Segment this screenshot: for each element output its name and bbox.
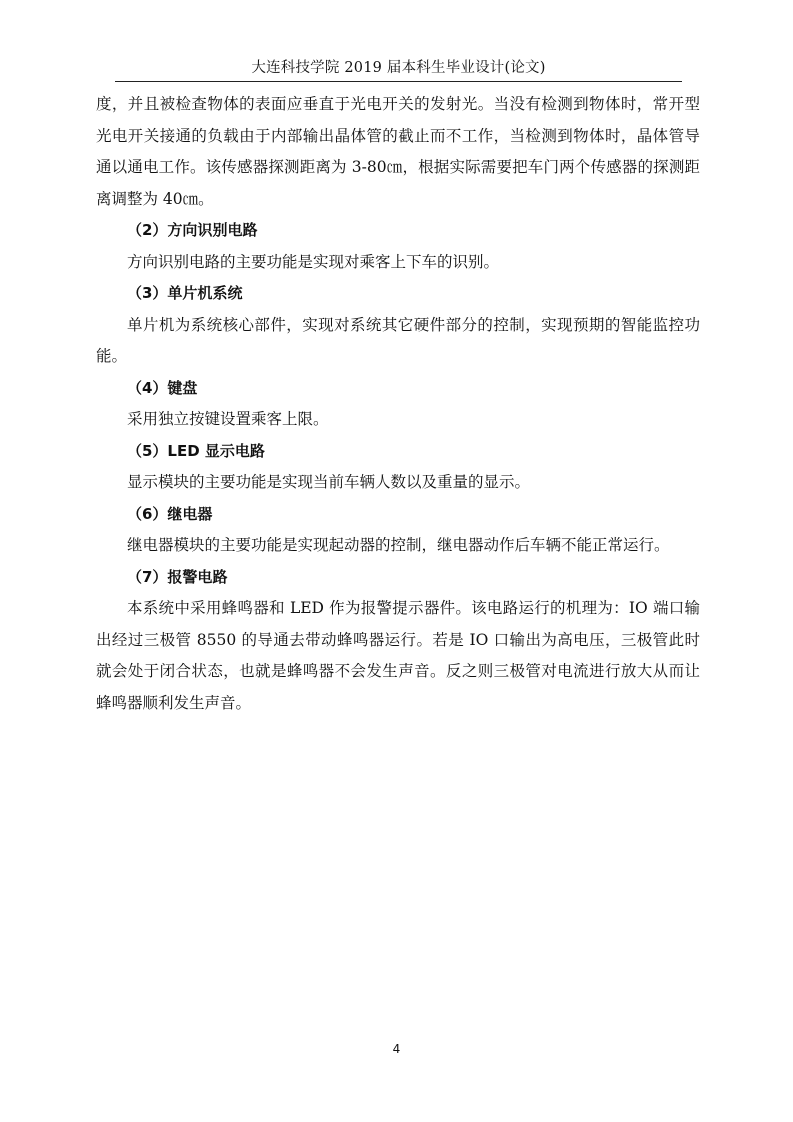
paragraph-relay: 继电器模块的主要功能是实现起动器的控制，继电器动作后车辆不能正常运行。 bbox=[127, 536, 670, 554]
heading-keyboard: （4）键盘 bbox=[127, 378, 198, 397]
heading-led-display: （5）LED 显示电路 bbox=[127, 441, 265, 460]
paragraph-keyboard: 采用独立按键设置乘客上限。 bbox=[127, 410, 329, 428]
paragraph-mcu-system: 单片机为系统核心部件，实现对系统其它硬件部分的控制，实现预期的智能监控功能。 bbox=[96, 315, 700, 365]
paragraph-sensor-distance: 度，并且被检查物体的表面应垂直于光电开关的发射光。当没有检测到物体时，常开型光电开关接通的负载由于内部输出晶体管的截止而不工作，当检测到物体时，晶体管导通以通电工作。该传感器探测距离为 3-80㎝，根据实际需要把车门两个传感器的探测距离调整为 40㎝。 bbox=[96, 95, 700, 208]
page-header: 大连科技学院 2019 届本科生毕业设计(论文) bbox=[251, 60, 546, 76]
heading-alarm-circuit: （7）报警电路 bbox=[127, 567, 228, 586]
page-number: 4 bbox=[392, 1042, 401, 1056]
heading-relay: （6）继电器 bbox=[127, 504, 213, 523]
paragraph-led-display: 显示模块的主要功能是实现当前车辆人数以及重量的显示。 bbox=[127, 473, 531, 491]
header-divider bbox=[115, 81, 682, 82]
heading-mcu-system: （3）单片机系统 bbox=[127, 284, 243, 302]
document-body bbox=[96, 89, 700, 719]
heading-direction-circuit: （2）方向识别电路 bbox=[127, 221, 258, 239]
paragraph-alarm-circuit: 本系统中采用蜂鸣器和 LED 作为报警提示器件。该电路运行的机理为：IO 端口输出经过三极管 8550 的导通去带动蜂鸣器运行。若是 IO 口输出为高电压，三极管此时就会处于闭合状态，也就是蜂鸣器不会发生声音。反之则三极管对电流进行放大从而让蜂鸣器顺利发生声音。 bbox=[96, 599, 700, 712]
paragraph-direction-circuit: 方向识别电路的主要功能是实现对乘客上下车的识别。 bbox=[127, 252, 500, 271]
